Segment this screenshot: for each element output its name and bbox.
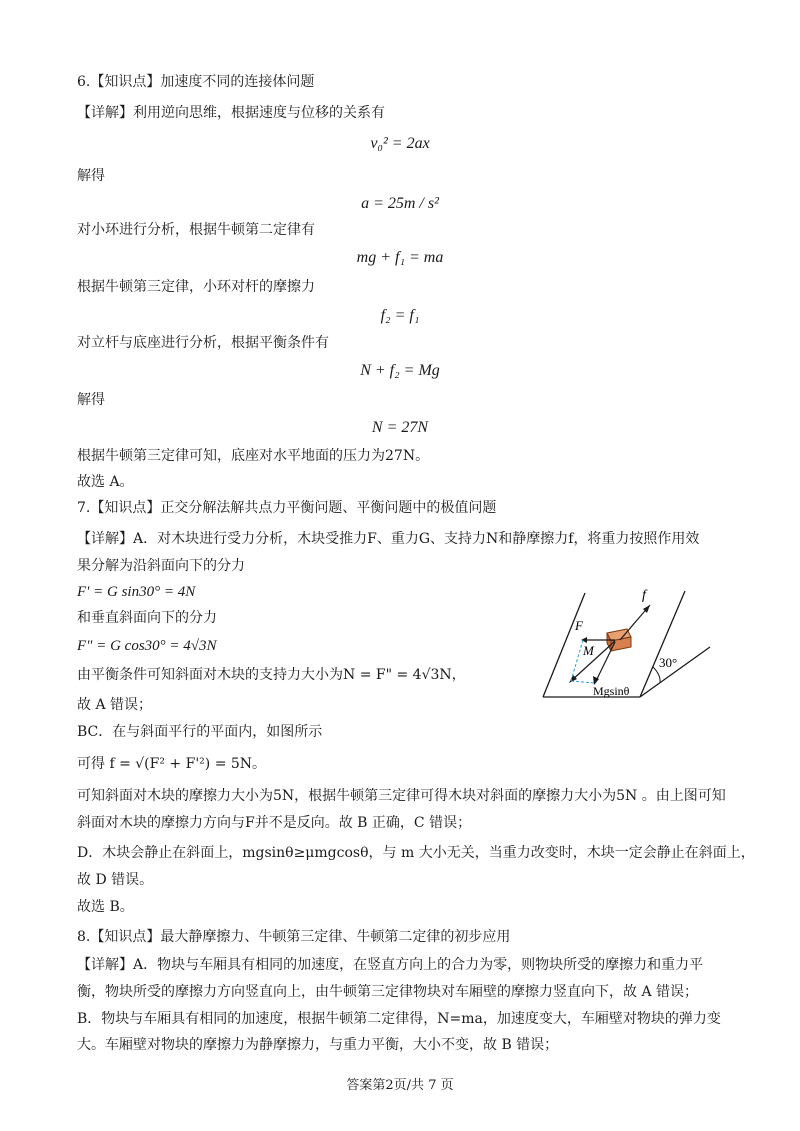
q7-line-7: 可得 f = √(F² + F'²) = 5N。 [77, 756, 267, 772]
q6-equation-2: a = 25m / s² [361, 195, 439, 212]
q7-line-9: 斜面对木块的摩擦力方向与F并不是反向。故 B 正确，C 错误； [77, 815, 472, 831]
q8-knowledge-point: 8.【知识点】最大静摩擦力、牛顿第三定律、牛顿第二定律的初步应用 [77, 929, 511, 945]
q6-line-conclusion: 根据牛顿第三定律可知，底座对水平地面的压力为27N。 [77, 448, 430, 464]
q7-knowledge-point: 7.【知识点】正交分解法解共点力平衡问题、平衡问题中的极值问题 [77, 500, 497, 516]
q7-incline-force-diagram [535, 585, 725, 715]
q7-answer: 故选 B。 [77, 899, 134, 915]
q6-answer: 故选 A。 [77, 474, 134, 490]
q7-line-3: 和垂直斜面向下的分力 [77, 610, 217, 626]
dashed-line-2 [571, 681, 595, 683]
q6-solve-label-2: 解得 [77, 392, 105, 408]
q7-line-11: 故 D 错误。 [77, 872, 154, 888]
q7-line-8: 可知斜面对木块的摩擦力大小为5N，根据牛顿第三定律可得木块对斜面的摩擦力大小为5N 。由上图可知 [77, 788, 726, 804]
q6-line-ring-analysis: 对小环进行分析，根据牛顿第二定律有 [77, 222, 315, 238]
q6-line-balance: 对立杆与底座进行分析，根据平衡条件有 [77, 335, 329, 351]
q6-equation-1: v₀² = 2ax [370, 135, 430, 152]
label-f: f [642, 588, 646, 603]
q6-equation-3: mg + f₁ = ma [356, 249, 444, 266]
q6-equation-6: N = 27N [371, 419, 429, 436]
arrow-resultant [595, 642, 615, 683]
q6-detail-intro: 【详解】利用逆向思维，根据速度与位移的关系有 [77, 105, 385, 121]
q8-line-1: 【详解】A．物块与车厢具有相同的加速度，在竖直方向上的合力为零，则物块所受的摩擦力和重力平 [77, 957, 704, 973]
q7-line-4: 由平衡条件可知斜面对木块的支持力大小为N = F" = 4√3N， [77, 667, 466, 683]
q6-solve-label-1: 解得 [77, 168, 105, 184]
q8-line-3: B．物块与车厢具有相同的加速度，根据牛顿第二定律得，N=ma，加速度变大，车厢壁对物块的弹力变 [77, 1011, 721, 1027]
q8-line-4: 大。车厢壁对物块的摩擦力为静摩擦力，与重力平衡，大小不变，故 B 错误； [77, 1037, 559, 1053]
q6-knowledge-point: 6.【知识点】加速度不同的连接体问题 [77, 74, 315, 90]
q7-line-5: 故 A 错误； [77, 697, 153, 713]
label-F: F [575, 618, 583, 633]
q7-line-2: 果分解为沿斜面向下的分力 [77, 558, 245, 574]
q8-line-2: 衡，物块所受的摩擦力方向竖直向上，由牛顿第三定律物块对车厢壁的摩擦力竖直向下，故 A 错误； [77, 984, 699, 1000]
q7-line-6: BC．在与斜面平行的平面内，如图所示 [77, 724, 323, 740]
q7-equation-1: F' = G sin30° = 4N [77, 584, 196, 600]
q6-equation-4: f₂ = f₁ [380, 307, 420, 324]
q6-line-third-law: 根据牛顿第三定律，小环对杆的摩擦力 [77, 279, 315, 295]
q7-equation-2: F" = G cos30° = 4√3N [77, 638, 217, 654]
label-M: M [583, 643, 594, 658]
q7-line-10: D．木块会静止在斜面上，mgsinθ≥μmgcosθ，与 m 大小无关，当重力改变时，木块一定会静止在斜面上， [77, 845, 755, 861]
q6-equation-5: N + f₂ = Mg [360, 362, 440, 379]
q7-line-1: 【详解】A．对木块进行受力分析，木块受推力F、重力G、支持力N和静摩擦力f，将重力按照作用效 [77, 531, 700, 547]
page-footer: 答案第2页/共 7 页 [346, 1078, 454, 1093]
label-angle: 30° [659, 655, 678, 670]
label-mgsin: Mgsinθ [593, 684, 630, 698]
